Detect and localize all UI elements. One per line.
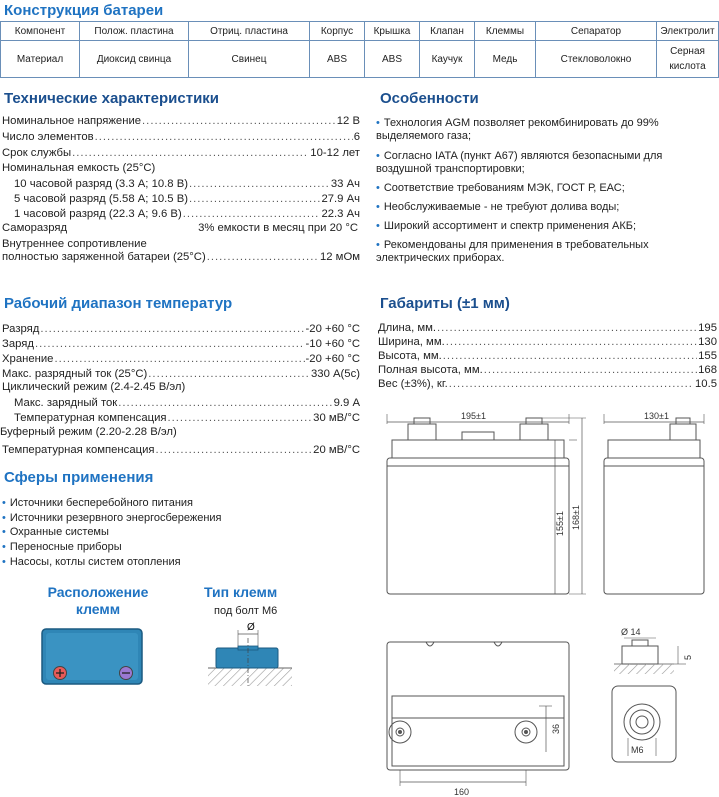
row-value: 22.3 Ач — [321, 208, 360, 220]
temperature-row — [2, 353, 360, 365]
row-label: 5 часовой разряд (5.58 А; 10.5 В) — [14, 193, 188, 205]
row-label: 1 часовой разряд (22.3 А; 9.6 В) — [14, 208, 182, 220]
width-dimension-label: 130±1 — [644, 411, 669, 421]
height-dimension-label: 155±1 — [555, 511, 565, 536]
negative-terminal-icon — [120, 667, 133, 680]
row-value: 9.9 А — [333, 397, 360, 409]
feature-text: Рекомендованы для применения в требовательных электрических приборах. — [376, 239, 649, 264]
construction-title: Конструкция батареи — [4, 2, 164, 19]
application-item: • Источники бесперебойного питания — [2, 497, 194, 509]
cyclic-row — [14, 412, 360, 424]
row-value: -20 +60 °C — [305, 323, 360, 335]
terminal-layout-title — [36, 584, 160, 618]
row-value: 168 — [698, 364, 717, 376]
table-cell: Серная кислота — [657, 41, 719, 78]
row-label: Температурная компенсация — [2, 444, 155, 456]
row-value: 330 А(5с) — [311, 368, 360, 380]
full-height-dimension-label: 168±1 — [571, 505, 581, 530]
feature-text: Технология AGM позволяет рекомбинировать до 99% выделяемого газа; — [376, 117, 659, 142]
selfdischarge-value: 3% емкости в месяц при 20 °C — [198, 222, 358, 234]
row-label: Высота, мм. — [378, 350, 442, 362]
row-label: Номинальное напряжение — [2, 115, 142, 127]
feature-text: Согласно IATA (пункт А67) являются безопасными для воздушной транспортировки; — [376, 150, 663, 175]
application-text: Насосы, котлы систем отопления — [9, 556, 181, 568]
row-label: Полная высота, мм. — [378, 364, 483, 376]
row-label: Срок службы — [2, 147, 72, 159]
table-cell: ABS — [365, 41, 420, 78]
cyclic-label: Циклический режим (2.4-2.45 В/эл) — [2, 381, 186, 393]
cyclic-row — [14, 397, 360, 409]
temperature-title: Рабочий диапазон температур — [4, 295, 233, 312]
application-item: • Переносные приборы — [2, 541, 122, 553]
row-value: 6 — [353, 131, 360, 143]
table-cell: Диоксид свинца — [80, 41, 189, 78]
row-label: Ширина, мм. — [378, 336, 445, 348]
terminal-type-diagram — [208, 616, 296, 690]
table-header-cell: Крышка — [365, 22, 420, 41]
diameter-symbol: Ø — [247, 622, 255, 633]
feature-text: Соответствие требованиям МЭК, ГОСТ Р, ЕАС; — [383, 182, 625, 194]
table-header-cell: Отриц. пластина — [189, 22, 310, 41]
terminal-diameter-label: Ø 14 — [621, 627, 641, 637]
row-label: Вес (±3%), кг. — [378, 378, 448, 390]
row-value: 27.9 Ач — [321, 193, 360, 205]
positive-terminal-icon — [54, 667, 67, 680]
row-label: Длина, мм. — [378, 322, 437, 334]
terminal-layout-title-line1: Расположение — [47, 584, 149, 600]
tech-row — [2, 131, 360, 143]
row-label: 10 часовой разряд (3.3 А; 10.8 В) — [14, 178, 188, 190]
buffer-row — [2, 444, 360, 456]
row-label: Макс. зарядный ток — [14, 397, 118, 409]
row-value: 12 В — [336, 115, 360, 127]
tech-row — [2, 115, 360, 127]
dimension-row — [378, 378, 717, 390]
feature-item: • Широкий ассортимент и спектр применения АКБ; — [376, 220, 637, 232]
bolt-size-label: М6 — [631, 745, 644, 755]
row-value: 20 мВ/°C — [313, 444, 360, 456]
table-cell: Стекловолокно — [536, 41, 657, 78]
terminal-type-title: Тип клемм — [204, 584, 278, 600]
feature-item: • Технология AGM позволяет рекомбинировать до 99% выделяемого газа; — [376, 117, 659, 142]
row-value: 12 мОм — [319, 251, 360, 263]
application-item: • Источники резервного энергосбережения — [2, 512, 222, 524]
resistance-row — [2, 251, 360, 263]
applications-title: Сферы применения — [4, 469, 154, 486]
dimension-row — [378, 350, 717, 362]
row-label: Заряд — [2, 338, 34, 350]
row-label: полностью заряженной батареи (25°C) — [2, 251, 206, 263]
table-header-cell: Клапан — [420, 22, 475, 41]
capacity-row — [14, 178, 360, 190]
feature-text: Необслуживаемые - не требуют долива воды; — [383, 201, 620, 213]
row-label: Число элементов — [2, 131, 94, 143]
dimension-row — [378, 364, 717, 376]
row-value: 195 — [698, 322, 717, 334]
tech-title: Технические характеристики — [4, 90, 220, 107]
table-header-cell: Корпус — [310, 22, 365, 41]
terminal-spacing-label: 160 — [454, 787, 470, 797]
terminal-height-label: 5 — [683, 654, 693, 660]
dimensions-title: Габариты (±1 мм) — [380, 295, 510, 312]
row-label: Хранение — [2, 353, 54, 365]
terminal-layout-diagram — [40, 625, 146, 687]
row-value: 10.5 — [695, 378, 717, 390]
row-value: 130 — [698, 336, 717, 348]
row-value: 33 Ач — [330, 178, 360, 190]
application-text: Источники резервного энергосбережения — [9, 512, 222, 524]
table-header-cell: Компонент — [1, 22, 80, 41]
construction-header-row — [1, 22, 719, 41]
feature-text: Широкий ассортимент и спектр применения АКБ; — [383, 220, 637, 232]
row-label: Макс. разрядный ток (25°C) — [2, 368, 148, 380]
application-text: Переносные приборы — [9, 541, 122, 553]
application-text: Источники бесперебойного питания — [9, 497, 194, 509]
selfdischarge-label: Саморазряд — [2, 222, 68, 234]
application-text: Охранные системы — [9, 526, 109, 538]
battery-drawing — [374, 410, 719, 797]
capacity-row — [14, 208, 360, 220]
terminal-type-subtitle: под болт М6 — [214, 605, 278, 617]
table-cell: Свинец — [189, 41, 310, 78]
resistance-line: Внутреннее сопротивление — [2, 238, 147, 250]
application-item: • Охранные системы — [2, 526, 109, 538]
tech-row — [2, 147, 360, 159]
capacity-label: Номинальная емкость (25°C) — [2, 162, 156, 174]
feature-item: • Согласно IATA (пункт А67) являются безопасными для воздушной транспортировки; — [376, 150, 663, 175]
construction-table — [0, 21, 719, 78]
table-cell: Материал — [1, 41, 80, 78]
terminal-layout-title-line2: клемм — [75, 601, 121, 617]
application-item: • Насосы, котлы систем отопления — [2, 556, 181, 568]
table-header-cell: Полож. пластина — [80, 22, 189, 41]
buffer-label: Буферный режим (2.20-2.28 В/эл) — [0, 426, 177, 438]
feature-item: • Соответствие требованиям МЭК, ГОСТ Р, ЕАС; — [376, 182, 625, 194]
features-title: Особенности — [380, 90, 479, 107]
temperature-row — [2, 368, 360, 380]
row-label: Разряд — [2, 323, 40, 335]
length-dimension-label: 195±1 — [461, 411, 486, 421]
table-cell: Каучук — [420, 41, 475, 78]
row-value: -10 +60 °C — [305, 338, 360, 350]
dimension-row — [378, 336, 717, 348]
construction-value-row — [1, 41, 719, 78]
table-header-cell: Электролит — [657, 22, 719, 41]
row-value: 155 — [698, 350, 717, 362]
temperature-row — [2, 338, 360, 350]
capacity-row — [14, 193, 360, 205]
table-cell: ABS — [310, 41, 365, 78]
temperature-row — [2, 323, 360, 335]
terminal-offset-label: 36 — [551, 723, 561, 734]
row-value: 10-12 лет — [310, 147, 360, 159]
table-header-cell: Клеммы — [475, 22, 536, 41]
table-header-cell: Сепаратор — [536, 22, 657, 41]
feature-item: • Рекомендованы для применения в требовательных электрических приборах. — [376, 239, 649, 264]
table-cell: Медь — [475, 41, 536, 78]
row-value: -20 +60 °C — [305, 353, 360, 365]
dimension-row — [378, 322, 717, 334]
feature-item: • Необслуживаемые - не требуют долива воды; — [376, 201, 620, 213]
row-label: Температурная компенсация — [14, 412, 167, 424]
row-value: 30 мВ/°C — [313, 412, 360, 424]
